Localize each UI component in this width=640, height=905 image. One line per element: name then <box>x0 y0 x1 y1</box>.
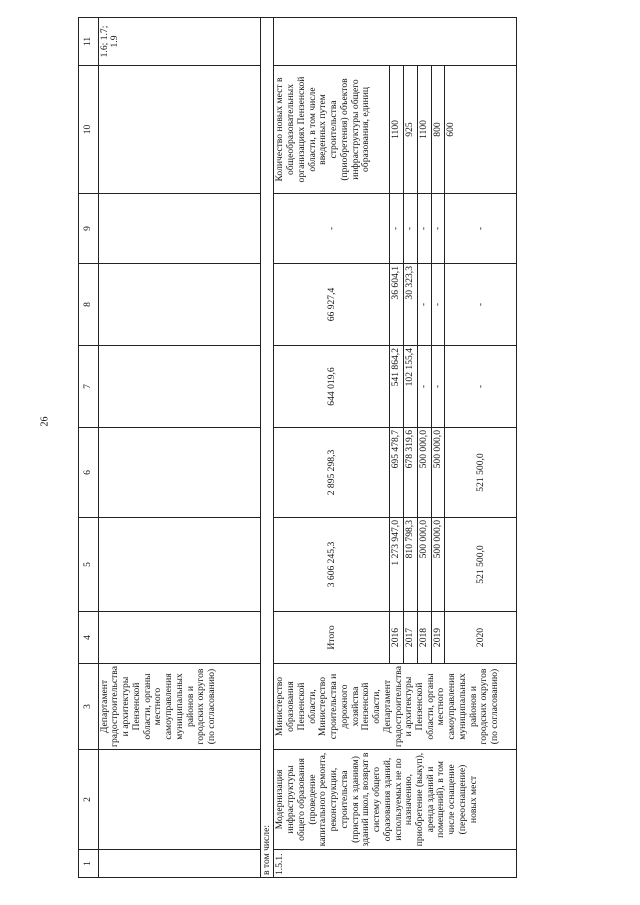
col-num-1: 1 <box>79 850 99 878</box>
total-c7: 644 019,6 <box>274 346 390 428</box>
value-c10: 600 <box>445 66 517 194</box>
value-c5: 500 000,0 <box>417 518 431 612</box>
cell <box>98 850 260 878</box>
value-c5: 521 500,0 <box>445 518 517 612</box>
value-c9: - <box>404 194 418 264</box>
total-c5: 3 606 245,3 <box>274 518 390 612</box>
continued-target-refs: 1.6; 1.7; 1.9 <box>98 18 260 66</box>
col-num-6: 6 <box>79 428 99 518</box>
cell <box>98 612 260 664</box>
year: 2017 <box>404 612 418 664</box>
value-c8: 36 604,1 <box>390 264 404 346</box>
item-executors: Министерство образования Пензенской области, Министерство строительства и дорожного хозяйства Пензенской области, Департамент градостроительства и архитектуры Пензенской области, органы местного самоуправления муниципальных районов и городских округов (по согласованию) <box>274 664 517 750</box>
total-c9: - <box>274 194 390 264</box>
column-number-row <box>79 18 99 878</box>
value-c7: 102 155,4 <box>404 346 418 428</box>
cell <box>98 66 260 194</box>
value-c6: 521 500,0 <box>445 428 517 518</box>
value-c10: 925 <box>404 66 418 194</box>
value-c5: 810 798,3 <box>404 518 418 612</box>
value-c6: 678 319,6 <box>404 428 418 518</box>
value-c8: 30 323,3 <box>404 264 418 346</box>
col-num-2: 2 <box>79 750 99 850</box>
col-num-10: 10 <box>79 66 99 194</box>
continuation-row <box>98 18 260 878</box>
year: 2019 <box>431 612 445 664</box>
cell <box>274 18 517 66</box>
cell <box>98 750 260 850</box>
item-number: 1.5.1. <box>274 850 517 878</box>
cell <box>98 194 260 264</box>
value-c7: - <box>417 346 431 428</box>
value-c8: - <box>417 264 431 346</box>
value-c6: 695 478,7 <box>390 428 404 518</box>
value-c8: - <box>445 264 517 346</box>
year: 2020 <box>445 612 517 664</box>
program-table <box>78 17 517 878</box>
value-c10: 800 <box>431 66 445 194</box>
item-total-row <box>274 18 390 878</box>
value-c5: 1 273 947,0 <box>390 518 404 612</box>
value-c10: 1100 <box>417 66 431 194</box>
rotated-table-page <box>78 18 610 878</box>
value-c9: - <box>390 194 404 264</box>
continued-executors: Департамент градостроительства и архитектуры Пензенской области, органы местного самоуправления муниципальных районов и городских округов (по согласованию) <box>98 664 260 750</box>
value-c7: - <box>445 346 517 428</box>
value-c10: 1100 <box>390 66 404 194</box>
page-number: 26 <box>39 416 51 427</box>
value-c8: - <box>431 264 445 346</box>
cell <box>98 428 260 518</box>
value-c7: 541 864,2 <box>390 346 404 428</box>
col-num-9: 9 <box>79 194 99 264</box>
year: 2016 <box>390 612 404 664</box>
col-num-5: 5 <box>79 518 99 612</box>
value-c6: 500 000,0 <box>431 428 445 518</box>
value-c9: - <box>417 194 431 264</box>
cell <box>98 346 260 428</box>
value-c7: - <box>431 346 445 428</box>
value-c9: - <box>445 194 517 264</box>
col-num-4: 4 <box>79 612 99 664</box>
year: 2018 <box>417 612 431 664</box>
section-label: в том числе: <box>260 18 274 878</box>
col-num-7: 7 <box>79 346 99 428</box>
col-num-3: 3 <box>79 664 99 750</box>
col-num-8: 8 <box>79 264 99 346</box>
indicator-description: Количество новых мест в общеобразовательных организациях Пензенской области, в том числе введенных путем строительства (приобретения) объектов инфраструктуры общего образования, единиц <box>274 66 390 194</box>
col-num-11: 11 <box>79 18 99 66</box>
value-c6: 500 000,0 <box>417 428 431 518</box>
total-c6: 2 895 298,3 <box>274 428 390 518</box>
value-c9: - <box>431 194 445 264</box>
item-name: Модернизация инфраструктуры общего образования (проведение капитального ремонта, реконструкции, строительства (пристроя к зданиям) зданий школ, возврат в систему общего образования зданий, используемых не по назначению, приобретение (выкуп), аренда зданий и помещений), в том числе оснащение (переоснащение) новых мест <box>274 750 517 850</box>
value-c5: 500 000,0 <box>431 518 445 612</box>
total-label: Итого <box>274 612 390 664</box>
cell <box>98 518 260 612</box>
total-c8: 66 927,4 <box>274 264 390 346</box>
section-label-row <box>260 18 274 878</box>
cell <box>98 264 260 346</box>
